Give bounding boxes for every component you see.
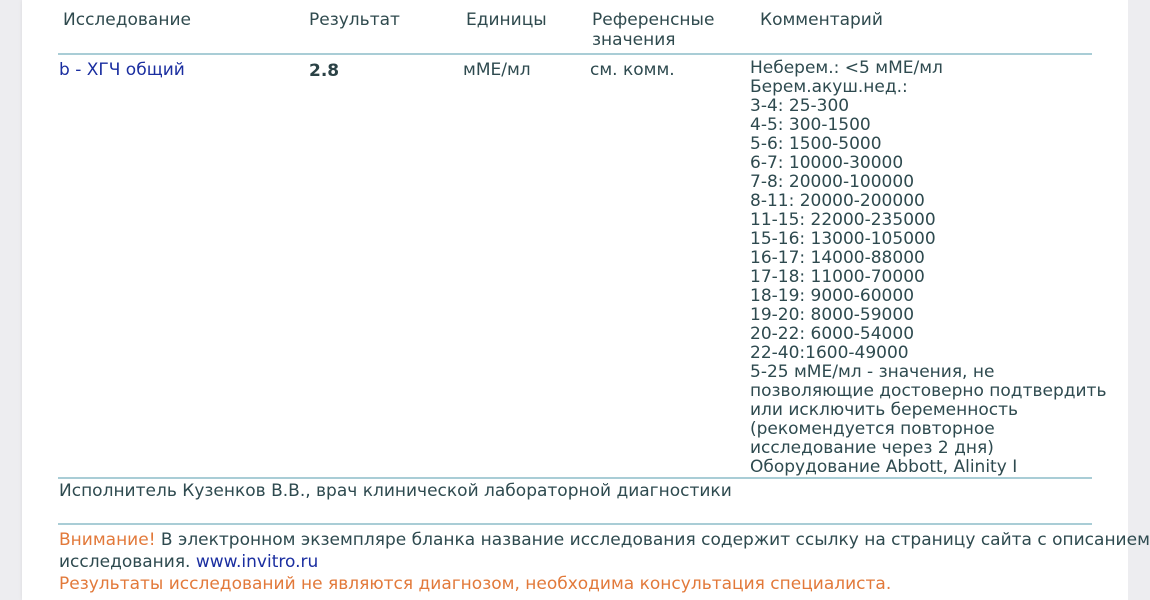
- comment-line: 5-25 мМЕ/мл - значения, не: [750, 362, 995, 382]
- comment-line: Неберем.: <5 мМЕ/мл: [750, 58, 943, 78]
- attention-label: Внимание!: [59, 530, 156, 550]
- left-margin: [0, 0, 22, 600]
- test-name-link[interactable]: b - ХГЧ общий: [59, 60, 185, 80]
- header-divider: [58, 53, 1092, 55]
- invitro-link[interactable]: www.invitro.ru: [195, 552, 319, 572]
- comment-line: 18-19: 9000-60000: [750, 286, 915, 306]
- comment-line: Берем.акуш.нед.:: [750, 77, 908, 97]
- comment-line: 17-18: 11000-70000: [750, 267, 925, 287]
- comment-line: (рекомендуется повторное: [750, 419, 995, 439]
- notice-text: В электронном экземпляре бланка название исследования содержит ссылку на страницу сайта с описанием: [155, 530, 1150, 550]
- comment-line: 8-11: 20000-200000: [750, 191, 925, 211]
- comment-line: 16-17: 14000-88000: [750, 248, 925, 268]
- column-header-reference: [592, 10, 714, 50]
- comment-line: 3-4: 25-300: [750, 96, 850, 116]
- comment-line: 11-15: 22000-235000: [750, 210, 936, 230]
- performer-text: Исполнитель Кузенков В.В., врач клинической лабораторной диагностики: [59, 481, 732, 501]
- comment-line: 15-16: 13000-105000: [750, 229, 936, 249]
- comment-line: 6-7: 10000-30000: [750, 153, 904, 173]
- units-value: мМЕ/мл: [463, 60, 531, 80]
- comment-line: 19-20: 8000-59000: [750, 305, 915, 325]
- notice-block: [59, 529, 1150, 595]
- comment-line: 5-6: 1500-5000: [750, 134, 882, 154]
- comment-line: 20-22: 6000-54000: [750, 324, 915, 344]
- column-header-reference-line2: значения: [592, 30, 676, 50]
- disclaimer-text: Результаты исследований не являются диагнозом, необходима консультация специалиста.: [59, 574, 892, 594]
- column-header-test: Исследование: [63, 10, 191, 30]
- comment-line: исследование через 2 дня): [750, 438, 994, 458]
- comment-line: позволяющие достоверно подтвердить: [750, 381, 1107, 401]
- column-header-units: Единицы: [466, 10, 547, 30]
- comment-line: 7-8: 20000-100000: [750, 172, 915, 192]
- column-header-result: Результат: [309, 10, 400, 30]
- comment-line: 22-40:1600-49000: [750, 343, 909, 363]
- result-value: 2.8: [309, 61, 340, 81]
- column-header-comment: Комментарий: [760, 10, 883, 30]
- comment-line: Оборудование Abbott, Alinity I: [750, 457, 1018, 477]
- comment-line: или исключить беременность: [750, 400, 1018, 420]
- right-margin: [1128, 0, 1150, 600]
- comment-text: [750, 59, 1106, 477]
- notice-divider: [58, 523, 1092, 525]
- reference-value: см. комм.: [590, 60, 675, 80]
- comment-line: 4-5: 300-1500: [750, 115, 871, 135]
- table-bottom-divider: [58, 477, 1092, 479]
- notice-text-continued: исследования.: [59, 552, 196, 572]
- column-header-reference-line1: Референсные: [592, 10, 715, 30]
